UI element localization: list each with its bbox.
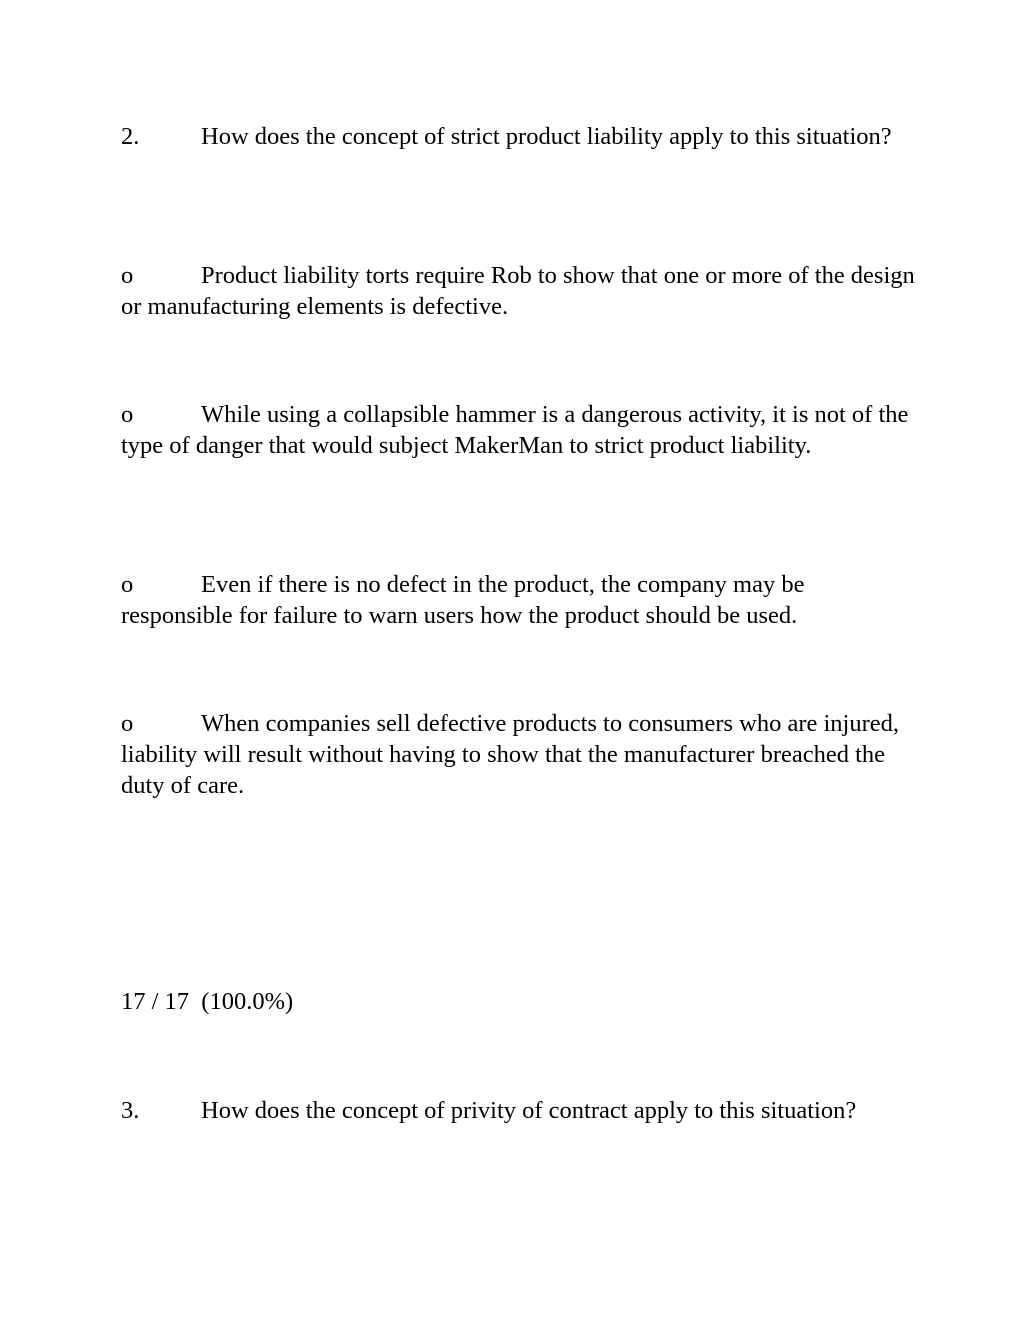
answer-option-text: Product liability torts require Rob to show that one or more of the design or manufacturing elements is defective. [121, 262, 915, 320]
answer-option-text: Even if there is no defect in the product, the company may be responsible for failure to warn users how the product should be used. [121, 571, 805, 629]
bullet-marker: o [121, 401, 134, 428]
question-3 [121, 1095, 921, 1126]
answer-option-text: When companies sell defective products to consumers who are injured, liability will result without having to show that the manufacturer breached the duty of care. [121, 710, 900, 799]
answer-option [121, 708, 921, 801]
answer-option [121, 399, 921, 461]
answer-option [121, 569, 921, 631]
question-number: 3. [121, 1097, 140, 1124]
question-2 [121, 121, 921, 152]
score-text: 17 / 17 (100.0%) [121, 988, 294, 1015]
answer-option [121, 260, 921, 322]
bullet-marker: o [121, 710, 134, 737]
bullet-marker: o [121, 571, 134, 598]
question-text: How does the concept of privity of contract apply to this situation? [201, 1097, 857, 1124]
answer-option-text: While using a collapsible hammer is a dangerous activity, it is not of the type of danger that would subject MakerMan to strict product liability. [121, 401, 909, 459]
question-text: How does the concept of strict product liability apply to this situation? [201, 123, 892, 150]
question-number: 2. [121, 123, 140, 150]
bullet-marker: o [121, 262, 134, 289]
